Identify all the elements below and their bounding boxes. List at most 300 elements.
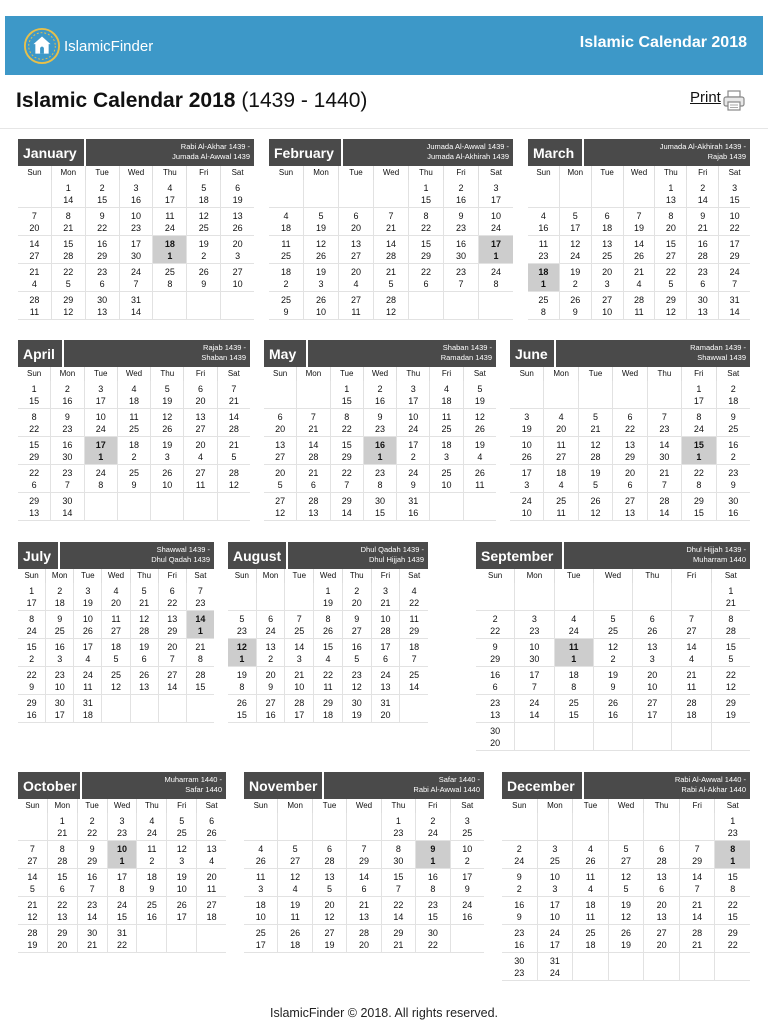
hijri-date: 17 [647,709,658,720]
gregorian-date: 31 [117,927,128,938]
gregorian-date: 27 [265,697,276,708]
day-cell [118,465,151,492]
day-cell [579,493,613,520]
weekday-label: Thu [397,367,430,381]
day-cell [712,611,750,638]
gregorian-date: 1 [728,585,734,596]
gregorian-date: 1 [730,815,736,826]
gregorian-date: 21 [308,467,319,478]
day-cell [78,841,108,868]
hijri-date: 12 [63,306,74,317]
week-row [18,667,214,695]
hijri-date: 21 [87,939,98,950]
gregorian-date: 31 [380,697,391,708]
gregorian-date: 15 [693,439,704,450]
weekday-label: Tue [85,367,118,381]
empty-day-cell [644,953,680,980]
hijri-date: 19 [474,395,485,406]
gregorian-date: 9 [99,210,105,221]
gregorian-date: 22 [393,899,404,910]
header-title: Islamic Calendar 2018 [579,34,747,51]
week-row [264,465,496,493]
day-cell [397,493,430,520]
gregorian-date: 16 [455,238,466,249]
day-cell [297,465,330,492]
gregorian-date: 6 [659,843,665,854]
hijri-date: 18 [441,395,452,406]
day-cell [46,583,74,610]
day-cell [682,493,716,520]
day-cell [257,695,286,722]
gregorian-date: 29 [341,495,352,506]
gregorian-date: 4 [149,815,155,826]
day-cell [314,583,343,610]
hijri-month-start-cell [479,236,513,263]
day-cell [538,925,574,952]
gregorian-date: 4 [540,210,546,221]
empty-day-cell [444,292,479,319]
gregorian-date: 22 [727,899,738,910]
gregorian-date: 23 [374,467,385,478]
weekday-label: Tue [579,367,613,381]
hijri-date: 9 [131,479,137,490]
hijri-range [584,139,750,166]
gregorian-date: 25 [255,927,266,938]
hijri-month-start-cell [153,236,187,263]
gregorian-date: 4 [411,585,417,596]
hijri-date: 29 [624,451,635,462]
gregorian-date: 5 [572,210,578,221]
day-cell [372,611,401,638]
day-cell [560,264,592,291]
day-cell [648,465,682,492]
month-header [18,542,214,569]
empty-day-cell [573,953,609,980]
day-cell [313,897,347,924]
hijri-month-label: Rajab 1439 - [203,343,246,352]
hijri-date: 28 [57,855,68,866]
week-row [18,583,214,611]
hijri-date: 14 [729,306,740,317]
day-cell [573,841,609,868]
hijri-date: 12 [621,911,632,922]
gregorian-date: 18 [538,266,549,277]
day-cell [108,897,138,924]
gregorian-date: 11 [281,238,291,249]
day-cell [52,236,86,263]
hijri-date: 28 [63,250,74,261]
gregorian-date: 23 [455,266,466,277]
week-row [502,925,750,953]
day-cell [648,493,682,520]
day-cell [374,292,409,319]
day-cell [400,639,428,666]
day-cell [46,667,74,694]
gregorian-date: 10 [549,871,560,882]
gregorian-date: 9 [354,613,360,624]
empty-day-cell [197,925,226,952]
weekday-header-row [528,166,750,180]
hijri-date: 23 [374,423,385,434]
day-cell [409,180,444,207]
gregorian-date: 1 [325,585,331,596]
logo[interactable] [23,24,153,68]
day-cell [221,236,254,263]
hijri-date: 16 [146,911,157,922]
weekday-label: Wed [609,799,645,813]
empty-day-cell [633,723,672,750]
hijri-month-start-cell [416,841,450,868]
empty-day-cell [409,292,444,319]
weekday-label: Fri [159,569,187,583]
hijri-date: 15 [427,911,438,922]
day-cell [269,208,304,235]
day-cell [464,465,496,492]
hijri-date: 13 [624,507,635,518]
gregorian-date: 4 [167,182,173,193]
day-cell [719,236,750,263]
weekday-label: Sat [726,801,739,810]
day-cell [159,583,187,610]
day-cell [52,292,86,319]
day-cell [409,208,444,235]
week-row [18,465,250,493]
gregorian-date: 1 [395,815,401,826]
weekday-label: Sun [528,166,560,180]
day-cell [314,639,343,666]
day-cell [555,611,594,638]
gregorian-date: 9 [89,843,95,854]
day-cell [682,409,716,436]
day-cell [510,493,544,520]
day-cell [347,897,381,924]
day-cell [382,925,416,952]
day-cell [244,841,278,868]
gregorian-date: 2 [700,182,706,193]
gregorian-date: 11 [111,613,121,624]
empty-day-cell [573,813,609,840]
day-cell [313,841,347,868]
hijri-date: 21 [380,597,391,608]
day-cell [430,409,463,436]
gregorian-date: 19 [290,899,301,910]
hijri-date: 29 [29,451,40,462]
gregorian-date: 30 [697,294,708,305]
weekday-label: Tue [555,569,594,583]
gregorian-date: 22 [341,467,352,478]
hijri-date: 27 [350,250,361,261]
day-cell [372,695,401,722]
empty-day-cell [680,953,716,980]
hijri-date: 22 [29,423,40,434]
week-row [18,437,250,465]
empty-day-cell [118,493,151,520]
weekday-label: Fri [672,569,711,583]
hijri-date: 2 [29,653,35,664]
weekday-header-row [228,569,428,583]
gregorian-date: 9 [730,411,736,422]
gregorian-date: 19 [162,439,173,450]
empty-day-cell [244,813,278,840]
empty-day-cell [555,583,594,610]
week-row [18,813,226,841]
day-cell [451,869,484,896]
hijri-date: 15 [727,911,738,922]
week-row [264,381,496,409]
weekday-label: Sun [269,166,304,180]
hijri-date: 7 [169,653,175,664]
day-cell [78,897,108,924]
day-cell [18,493,51,520]
gregorian-date: 29 [323,697,334,708]
day-cell [502,869,538,896]
weekday-label: Tue [592,166,624,180]
day-cell [515,639,554,666]
hijri-date: 22 [87,827,98,838]
gregorian-date: 2 [64,383,70,394]
gregorian-date: 12 [570,238,581,249]
hijri-date: 17 [95,395,106,406]
hijri-date: 24 [265,625,276,636]
hijri-month-label: Safar 1440 - [438,775,480,784]
hijri-date: 26 [585,855,596,866]
day-cell [331,381,364,408]
day-cell [18,264,52,291]
hijri-date: 13 [380,681,391,692]
weekday-label: Wed [120,166,154,180]
day-cell [131,667,159,694]
day-cell [592,264,624,291]
hijri-date: 26 [315,250,326,261]
gregorian-date: 26 [162,467,173,478]
week-row [228,583,428,611]
hijri-date: 17 [549,939,560,950]
hijri-date: 25 [198,222,209,233]
weekday-label: Thu [644,799,680,813]
hijri-date: 11 [195,479,206,490]
hijri-date: 8 [493,278,499,289]
hijri-date: 4 [209,855,215,866]
hijri-date: 9 [149,883,155,894]
hijri-date: 19 [232,194,243,205]
day-cell [538,953,574,980]
gregorian-date: 15 [26,641,37,652]
month-calendar-december [502,772,750,981]
weekday-label: Wed [364,367,397,381]
hijri-date: 13 [656,911,667,922]
hijri-date: 16 [607,709,618,720]
hijri-date: 1 [493,250,499,261]
hijri-date: 7 [661,479,667,490]
gregorian-date: 8 [728,613,734,624]
hijri-date: 22 [727,939,738,950]
week-row [228,639,428,667]
hijri-date: 25 [728,423,739,434]
empty-day-cell [609,953,645,980]
gregorian-date: 29 [29,495,40,506]
day-cell [151,409,184,436]
hijri-date: 29 [409,625,420,636]
empty-day-cell [102,695,130,722]
hijri-month-label: Rabi Al-Awwal 1440 [413,785,480,794]
hijri-date: 21 [590,423,601,434]
hijri-month-label: Rabi Al-Akhar 1439 - [180,142,250,151]
hijri-date: 2 [283,278,289,289]
hijri-date: 11 [585,911,596,922]
weekday-label: Fri [687,166,719,180]
hijri-date: 8 [377,479,383,490]
gregorian-date: 2 [458,182,464,193]
hijri-range [82,772,226,799]
day-cell [74,639,102,666]
hijri-date: 6 [382,653,388,664]
hijri-date: 19 [82,597,93,608]
day-cell [687,292,719,319]
hijri-date: 20 [380,709,391,720]
day-cell [187,236,221,263]
hijri-date: 4 [292,883,298,894]
gregorian-date: 17 [95,439,106,450]
gregorian-date: 4 [258,843,264,854]
day-cell [18,409,51,436]
page-title-range: (1439 - 1440) [241,89,368,112]
week-row [228,667,428,695]
day-cell [397,381,430,408]
week-row [18,493,250,521]
gregorian-date: 21 [358,899,369,910]
hijri-month-label: Shawwal 1439 - [156,545,210,554]
day-cell [594,639,633,666]
hijri-date: 11 [556,507,566,518]
gregorian-date: 13 [624,439,635,450]
day-cell [719,292,750,319]
gregorian-date: 11 [147,843,157,854]
page-title [16,89,367,113]
hijri-date: 23 [514,967,525,978]
gregorian-date: 4 [558,411,564,422]
gregorian-date: 15 [393,871,404,882]
weekday-label: Thu [153,166,187,180]
hijri-date: 19 [162,395,173,406]
hijri-date: 13 [697,306,708,317]
gregorian-date: 7 [636,210,642,221]
hijri-date: 26 [162,423,173,434]
hijri-date: 4 [477,451,483,462]
hijri-date: 18 [686,709,697,720]
day-cell [264,493,297,520]
day-cell [197,813,226,840]
gregorian-date: 14 [659,439,670,450]
day-cell [444,264,479,291]
day-cell [515,695,554,722]
day-cell [313,925,347,952]
gregorian-date: 8 [59,843,65,854]
day-cell [479,180,513,207]
print-button[interactable] [690,89,746,112]
gregorian-date: 28 [294,697,305,708]
hijri-date: 14 [409,681,420,692]
empty-day-cell [304,180,339,207]
hijri-date: 12 [590,507,601,518]
gregorian-date: 5 [239,613,245,624]
gregorian-date: 21 [634,266,645,277]
gregorian-date: 28 [308,495,319,506]
month-calendar-august [228,542,428,723]
empty-day-cell [159,695,187,722]
gregorian-date: 18 [128,439,139,450]
day-cell [86,208,120,235]
day-cell [609,897,645,924]
week-row [244,813,484,841]
hijri-date: 20 [57,939,68,950]
weekday-label: Sun [18,799,48,813]
hijri-range [308,340,496,367]
hijri-date: 20 [665,222,676,233]
empty-day-cell [515,723,554,750]
gregorian-date: 28 [195,669,206,680]
hijri-date: 6 [99,278,105,289]
hijri-date: 11 [29,306,40,317]
day-cell [528,236,560,263]
gregorian-date: 7 [197,585,203,596]
hijri-date: 2 [516,883,522,894]
hijri-month-start-cell [528,264,560,291]
hijri-date: 9 [201,278,207,289]
weekday-label: Sun [264,367,297,381]
empty-day-cell [269,180,304,207]
hijri-date: 15 [195,681,206,692]
empty-day-cell [592,180,624,207]
hijri-date: 29 [692,855,703,866]
gregorian-date: 5 [179,815,185,826]
gregorian-date: 2 [492,613,498,624]
day-cell [78,925,108,952]
gregorian-date: 22 [57,899,68,910]
gregorian-date: 16 [697,238,708,249]
day-cell [347,841,381,868]
day-cell [187,583,214,610]
day-cell [687,264,719,291]
hijri-date: 28 [725,625,736,636]
month-name: April [18,340,64,367]
hijri-date: 7 [411,653,417,664]
day-cell [86,264,120,291]
gregorian-date: 21 [195,641,206,652]
hijri-date: 22 [117,939,128,950]
hijri-date: 3 [552,883,558,894]
gregorian-date: 26 [607,697,618,708]
hijri-date: 4 [689,653,695,664]
gregorian-date: 27 [167,669,178,680]
hijri-date: 4 [198,451,204,462]
day-cell [244,925,278,952]
gregorian-date: 14 [385,238,396,249]
weekday-label: Tue [313,799,347,813]
gregorian-date: 15 [323,641,334,652]
hijri-date: 30 [393,855,404,866]
hijri-date: 21 [385,222,396,233]
day-cell [648,409,682,436]
day-cell [221,264,254,291]
day-cell [510,465,544,492]
day-cell [655,236,687,263]
weekday-label: Sun [18,166,52,180]
gregorian-date: 1 [696,383,702,394]
gregorian-date: 30 [514,955,525,966]
weekday-label: Thu [409,166,444,180]
empty-day-cell [131,695,159,722]
gregorian-date: 1 [344,383,350,394]
